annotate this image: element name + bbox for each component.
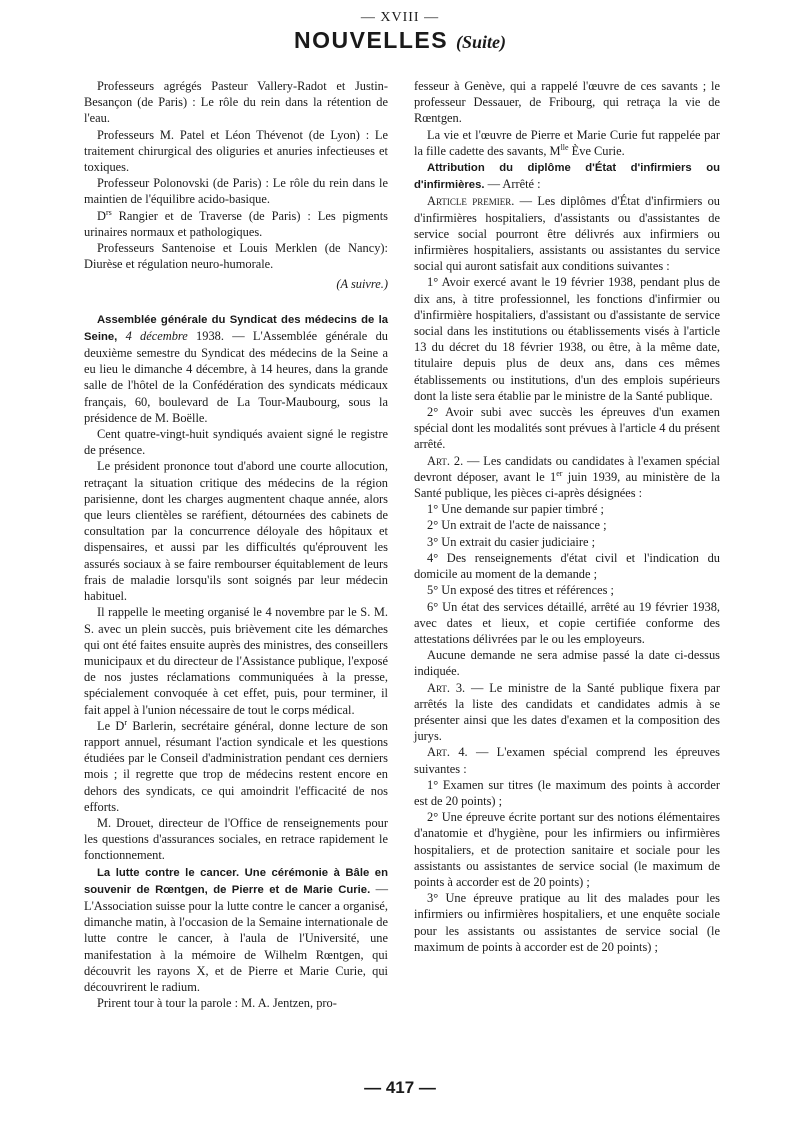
paragraph: 2° Avoir subi avec succès les épreuves d'un examen spécial dont les modalités sont prévues à l'article 4 du présent arrêté. — [414, 405, 720, 452]
section-title: NOUVELLES — [294, 27, 449, 53]
paragraph: fesseur à Genève, qui a rappelé l'œuvre de ces savants ; le professeur Dessauer, de Fribourg, qui retraça la vie de Rœntgen. — [414, 79, 720, 126]
paragraph: M. Drouet, directeur de l'Office de renseignements pour les questions d'assurances sociales, en retrace rapidement le fonctionnement. — [84, 815, 388, 863]
paragraph: Aucune demande ne sera admise passé la date ci-dessus indiquée. — [414, 648, 720, 679]
page-number: — 417 — — [364, 1078, 436, 1097]
list-item: 3° Un extrait du casier judiciaire ; — [427, 534, 596, 549]
article-heading: Assemblée générale du Syndicat des médecins de la Seine, — [84, 313, 388, 343]
paragraph: Professeur Polonovski (de Paris) : Le rôle du rein dans le maintien de l'équilibre acido-basique. — [84, 176, 388, 207]
left-column — [84, 78, 388, 1011]
right-column — [414, 78, 720, 955]
paragraph: Professeurs agrégés Pasteur Vallery-Radot et Justin-Besançon (de Paris) : Le rôle du rein dans la rétention de l'eau. — [84, 79, 388, 126]
paragraph: Professeurs Santenoise et Louis Merklen (de Nancy): Diurèse et régulation neuro-humorale. — [84, 241, 388, 272]
paragraph: Art. 2. — Les candidats ou candidates à l'examen spécial devront déposer, avant le 1er juin 1939, au ministère de la Santé publique, les pièces ci-après désignées : — [414, 453, 720, 501]
paragraph: Professeurs M. Patel et Léon Thévenot (de Lyon) : Le traitement chirurgical des oliguries et anuries infectieuses et toxiques. — [84, 127, 388, 175]
to-be-continued: (A suivre.) — [336, 277, 388, 292]
list-item: 1° Une demande sur papier timbré ; — [427, 502, 604, 517]
list-item: 2° Une épreuve écrite portant sur des notions élémentaires d'anatomie et d'hygiène, pour les infirmiers ou infirmières hospitaliers, et de protection sanitaire et sociale pour les assistants ou assistantes de service social (le maximum de points à accorder est de 20 points) ; — [414, 810, 720, 889]
paragraph: Il rappelle le meeting organisé le 4 novembre par le S. M. S. avec un plein succès, puis brièvement cite les démarches qui ont été faites ensuite auprès des ministres, des conseillers municipaux et du directeur de l'Assistance publique, l'exposé de nos justes réclamations communiquées à la presse, spécialement convoquée à cet effet, puis, pour terminer, il fait appel à l'union nécessaire de tout le corps médical. — [84, 605, 388, 717]
list-item: 2° Un extrait de l'acte de naissance ; — [427, 518, 607, 533]
paragraph: Article premier. — Les diplômes d'État d'infirmiers ou d'infirmières hospitaliers, d'assistants ou d'assistantes de service social pourront être délivrés aux infirmiers ou infirmières hospitaliers, assistants ou assistantes du service social qui auront satisfait aux conditions suivantes : — [414, 194, 720, 274]
paragraph: 1° Avoir exercé avant le 19 février 1938, pendant plus de dix ans, à titre professionnel, les fonctions d'infirmier ou d'infirmière hospitaliers, d'assistant ou d'assistante de service social dans les institutions ou établissements visés à l'article 13 du décret du 18 février 1938, ou être, à la même date, titulaire depuis plus de deux ans, dans ces mêmes établissements ou institutions, d'un des emplois supérieurs dont la liste sera établie par le ministre de la Santé publique. — [414, 275, 720, 403]
paragraph: $D^{rs}$ Rangier et de Traverse (de Paris) : Les pigments urinaires normaux et pathologiques. — [84, 207, 388, 239]
diplome-article: Attribution du diplôme d'État d'infirmiers ou d'infirmières. — Arrêté : — [414, 162, 720, 192]
page-header — [0, 10, 800, 54]
paragraph: Prirent tour à tour la parole : M. A. Jentzen, pro- — [97, 996, 337, 1011]
paragraph: Cent quatre-vingt-huit syndiqués avaient signé le registre de présence. — [84, 427, 388, 458]
list-item: 6° Un état des services détaillé, arrêté au 19 février 1938, avec dates et lieux, et copie certifiée conforme des attestations délivrées par le ou les employeurs. — [414, 599, 720, 646]
paragraph: La vie et l'œuvre de Pierre et Marie Curie fut rappelée par la fille cadette des savants, $M^{lle}$ Ève Curie. — [414, 127, 720, 158]
syndicat-article: Assemblée générale du Syndicat des médecins de la Seine, 4 décembre 1938. — L'Assemblée générale du deuxième semestre du Syndicat des médecins de la Seine a eu lieu le dimanche 4 décembre, à 14 heures, dans la grande salle de l'hôtel de la Confédération des syndicats médicaux français, 60, boulevard de La Tour-Maubourg, sous la présidence de M. Boëlle. — [84, 313, 388, 425]
paragraph: Art. 3. — Le ministre de la Santé publique fixera par arrêtés la liste des candidats et candidates admis à se présenter ainsi que les dates d'examen et la composition des jurys. — [414, 680, 720, 744]
page-title — [0, 27, 800, 54]
paragraph: Art. 4. — L'examen spécial comprend les épreuves suivantes : — [414, 745, 720, 776]
section-suite: (Suite) — [455, 32, 506, 52]
list-item: 5° Un exposé des titres et références ; — [427, 583, 614, 598]
roman-page-number: — XVIII — — [360, 10, 440, 25]
paragraph: Le président prononce tout d'abord une courte allocution, retraçant la situation critique des médecins de la région parisienne, dont les charges augmentent chaque année, alors que leurs clientèles se raréfient, détournées des cabinets de consultation par la concurrence déloyale des hôpitaux et dispensaires, et aussi par les difficultés qu'éprouvent les assurés sociaux à se faire rembourser équitablement de leurs frais de maladie lorsqu'ils sont soignés par leur médecin habituel. — [84, 459, 388, 604]
list-item: 3° Une épreuve pratique au lit des malades pour les infirmiers ou infirmières hospitaliers, et une enquête sociale pour les assistants ou assistantes de service social (le maximum de points à accorder est de 20 points) ; — [414, 891, 720, 954]
list-item: 4° Des renseignements d'état civil et l'indication du domicile au moment de la demande ; — [414, 550, 720, 582]
cancer-article: La lutte contre le cancer. Une cérémonie à Bâle en souvenir de Rœntgen, de Pierre et de Marie Curie. — L'Association suisse pour la lutte contre le cancer a organisé, dimanche matin, à l'occasion de la Semaine internationale de lutte contre le cancer, à l'aula de l'Université, une manifestation à la mémoire de Wilhelm Rœntgen, qui découvrit les rayons X, et de Pierre et Marie Curie, qui découvrirent le radium. — [84, 866, 388, 994]
list-item: 1° Examen sur titres (le maximum des points à accorder est de 20 points) ; — [414, 777, 720, 808]
article-heading: La lutte contre le cancer. Une cérémonie à Bâle en souvenir de Rœntgen, de Pierre et de Marie Curie. — [84, 866, 388, 896]
article-heading: Attribution du diplôme d'État d'infirmiers ou d'infirmières. — [414, 162, 720, 192]
paragraph: Le $D^r$ Barlerin, secrétaire général, donne lecture de son rapport annuel, résumant l'action syndicale et les questions étudiées par le Conseil d'administration pendant ces derniers mois ; il regrette que trop de médecins restent encore en dehors des syndicats, ce qui amoindrit l'efficacité de nos efforts. — [84, 717, 388, 814]
